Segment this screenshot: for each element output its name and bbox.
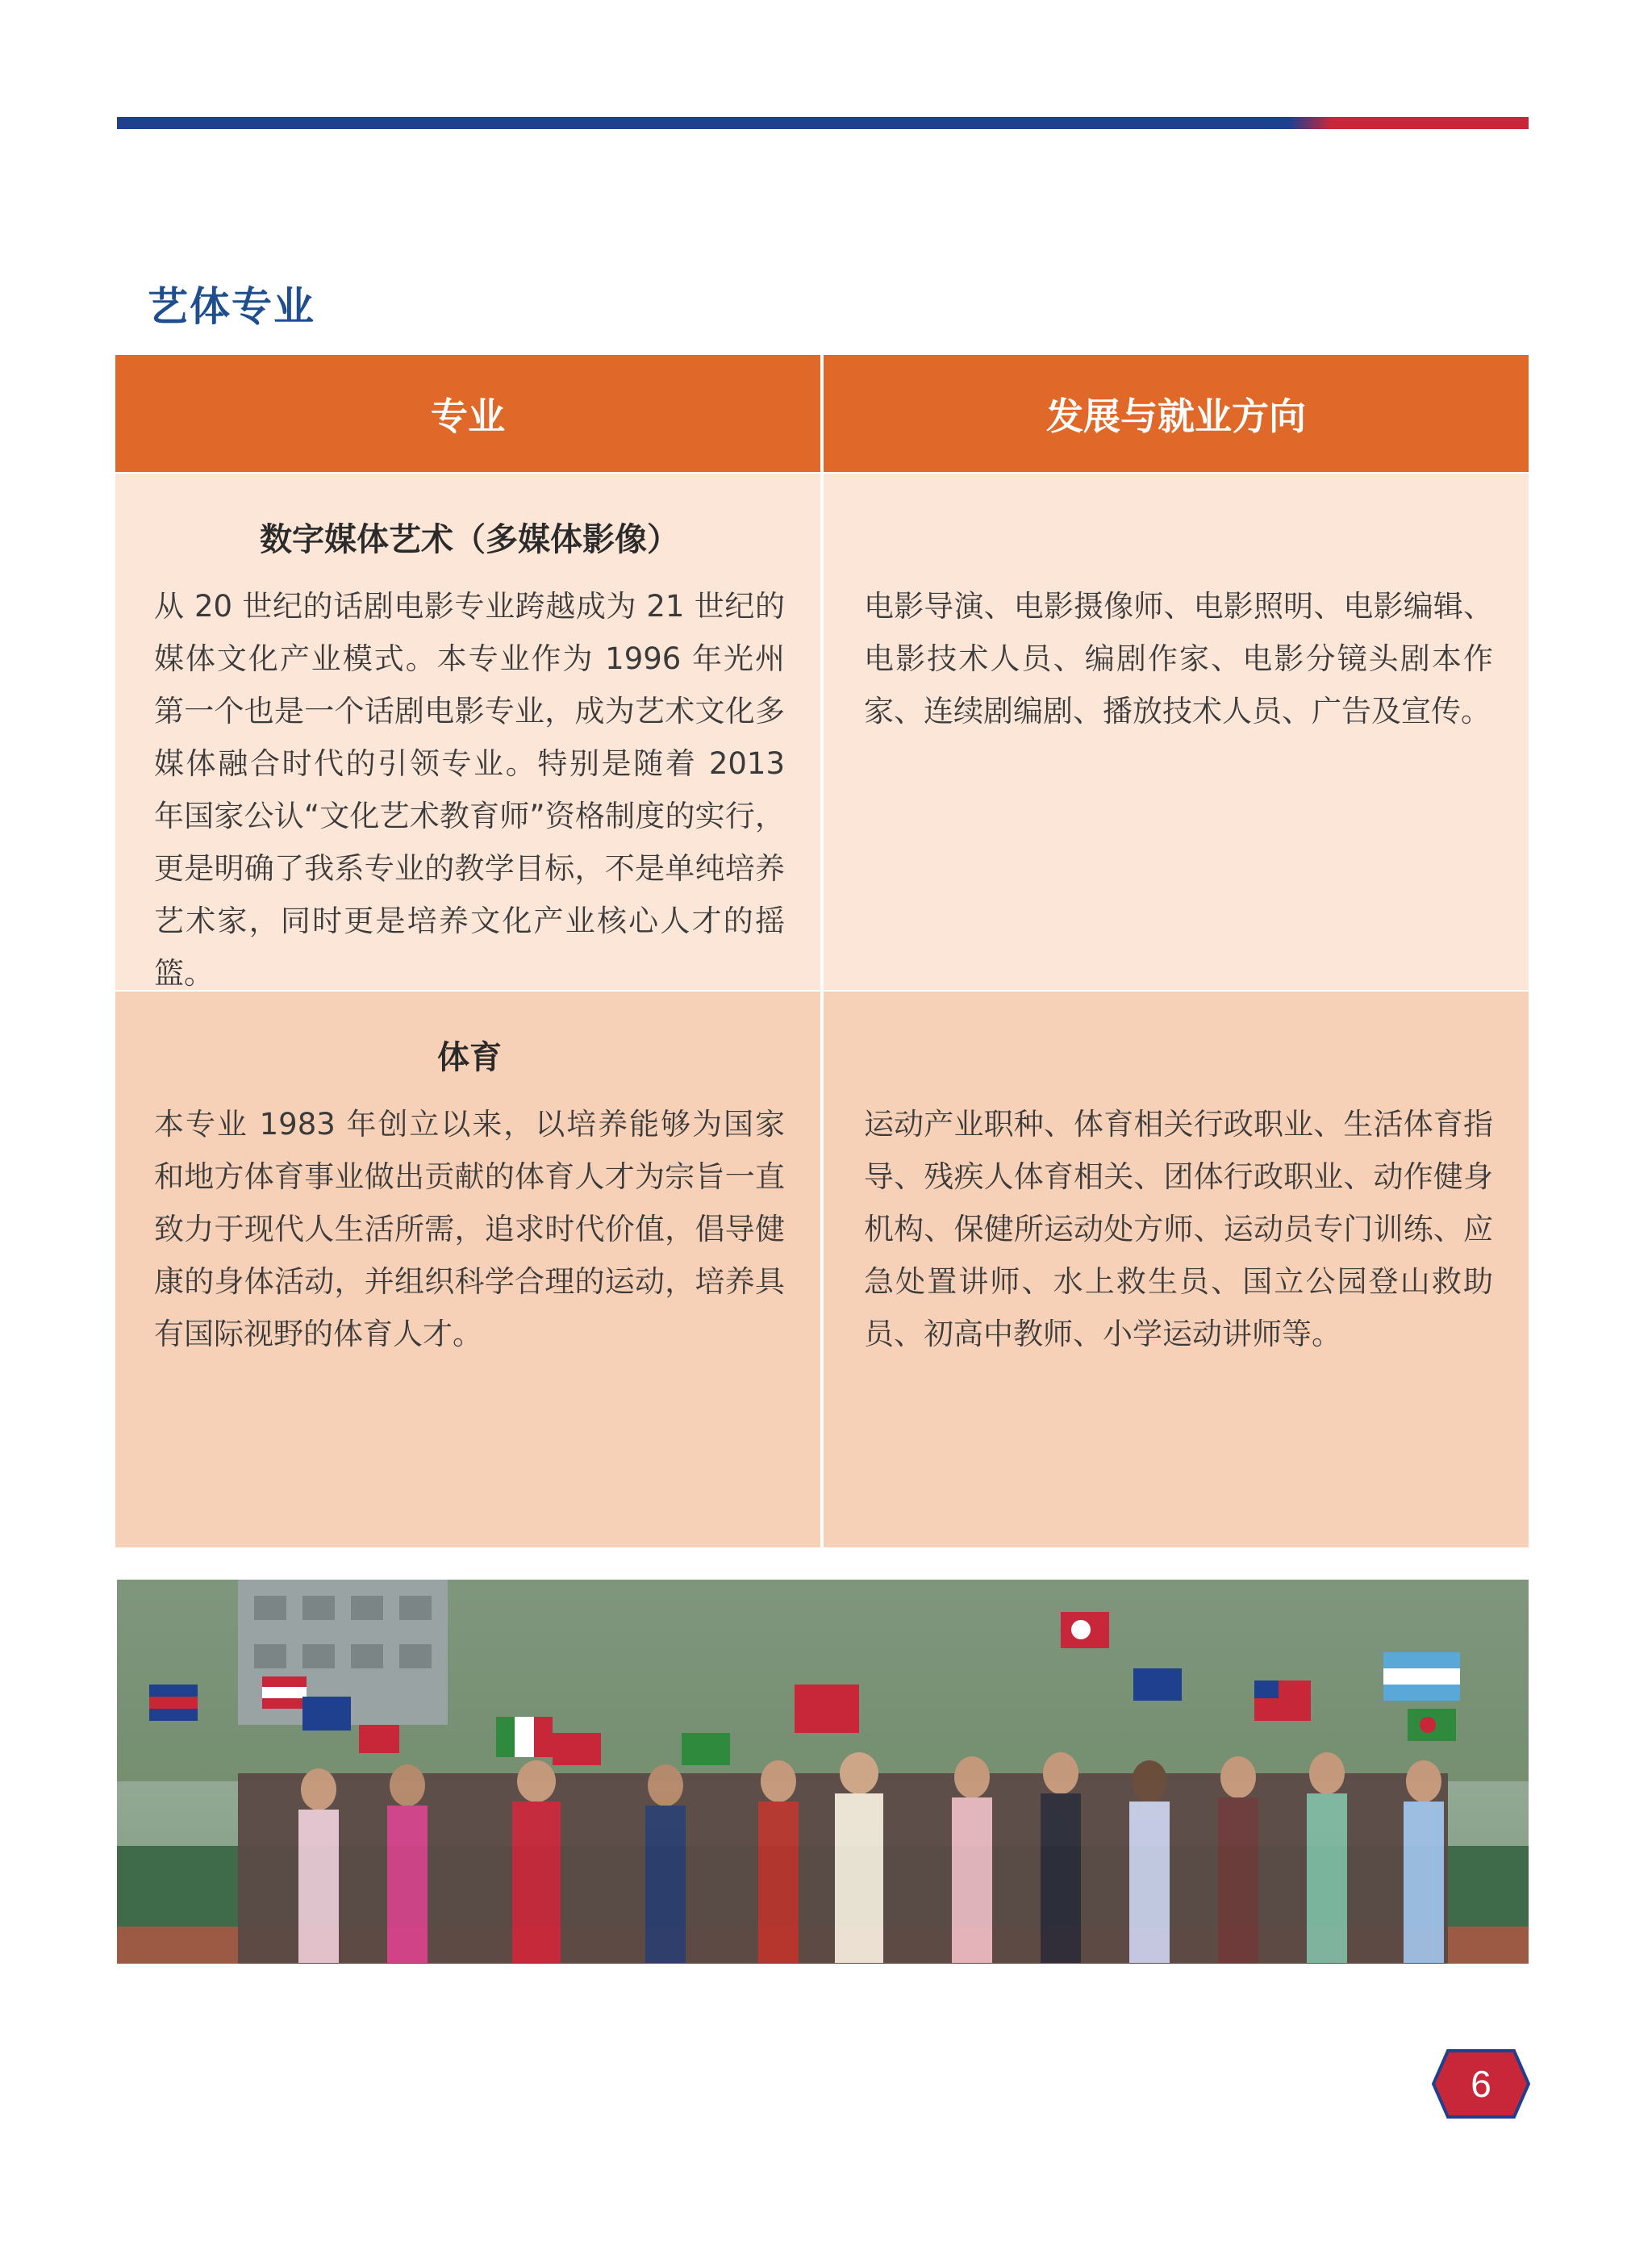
- row-1-career-cell: [824, 474, 1529, 990]
- parade-with-flags-photo: [117, 1580, 1529, 1964]
- row-1-major-cell: [115, 474, 820, 990]
- row-2-major-cell: [115, 992, 820, 1547]
- career-directions: 运动产业职种、体育相关行政职业、生活体育指导、残疾人体育相关、团体行政职业、动作健身机构、保健所运动处方师、运动员专门训练、应急处置讲师、水上救生员、国立公园登山救助员、初高中教师、小学运动讲师等。: [864, 1107, 1493, 1351]
- section-title: 艺体专业: [148, 283, 315, 330]
- major-name: 体育: [437, 1039, 502, 1076]
- page-number: 6: [1471, 2063, 1491, 2105]
- major-description: 从 20 世纪的话剧电影专业跨越成为 21 世纪的媒体文化产业模式。本专业作为 1996 年光州第一个也是一个话剧电影专业，成为艺术文化多媒体融合时代的引领专业。特别是随着 2013 年国家公认“文化艺术教育师”资格制度的实行，更是明确了我系专业的教学目标，不是单纯培养艺术家，同时更是培养文化产业核心人才的摇篮。: [154, 589, 785, 991]
- header-major: 专业: [115, 355, 820, 472]
- career-directions: 电影导演、电影摄像师、电影照明、电影编辑、电影技术人员、编剧作家、电影分镜头剧本作家、连续剧编剧、播放技术人员、广告及宣传。: [864, 589, 1493, 729]
- major-description: 本专业 1983 年创立以来，以培养能够为国家和地方体育事业做出贡献的体育人才为宗旨一直致力于现代人生活所需，追求时代价值，倡导健康的身体活动，并组织科学合理的运动，培养具有国际视野的体育人才。: [154, 1107, 785, 1351]
- majors-table: [115, 355, 1529, 1547]
- header-career: 发展与就业方向: [824, 355, 1529, 472]
- top-accent-bar: [117, 117, 1529, 129]
- major-name: 数字媒体艺术（多媒体影像）: [260, 521, 679, 558]
- row-2-career-cell: [824, 992, 1529, 1547]
